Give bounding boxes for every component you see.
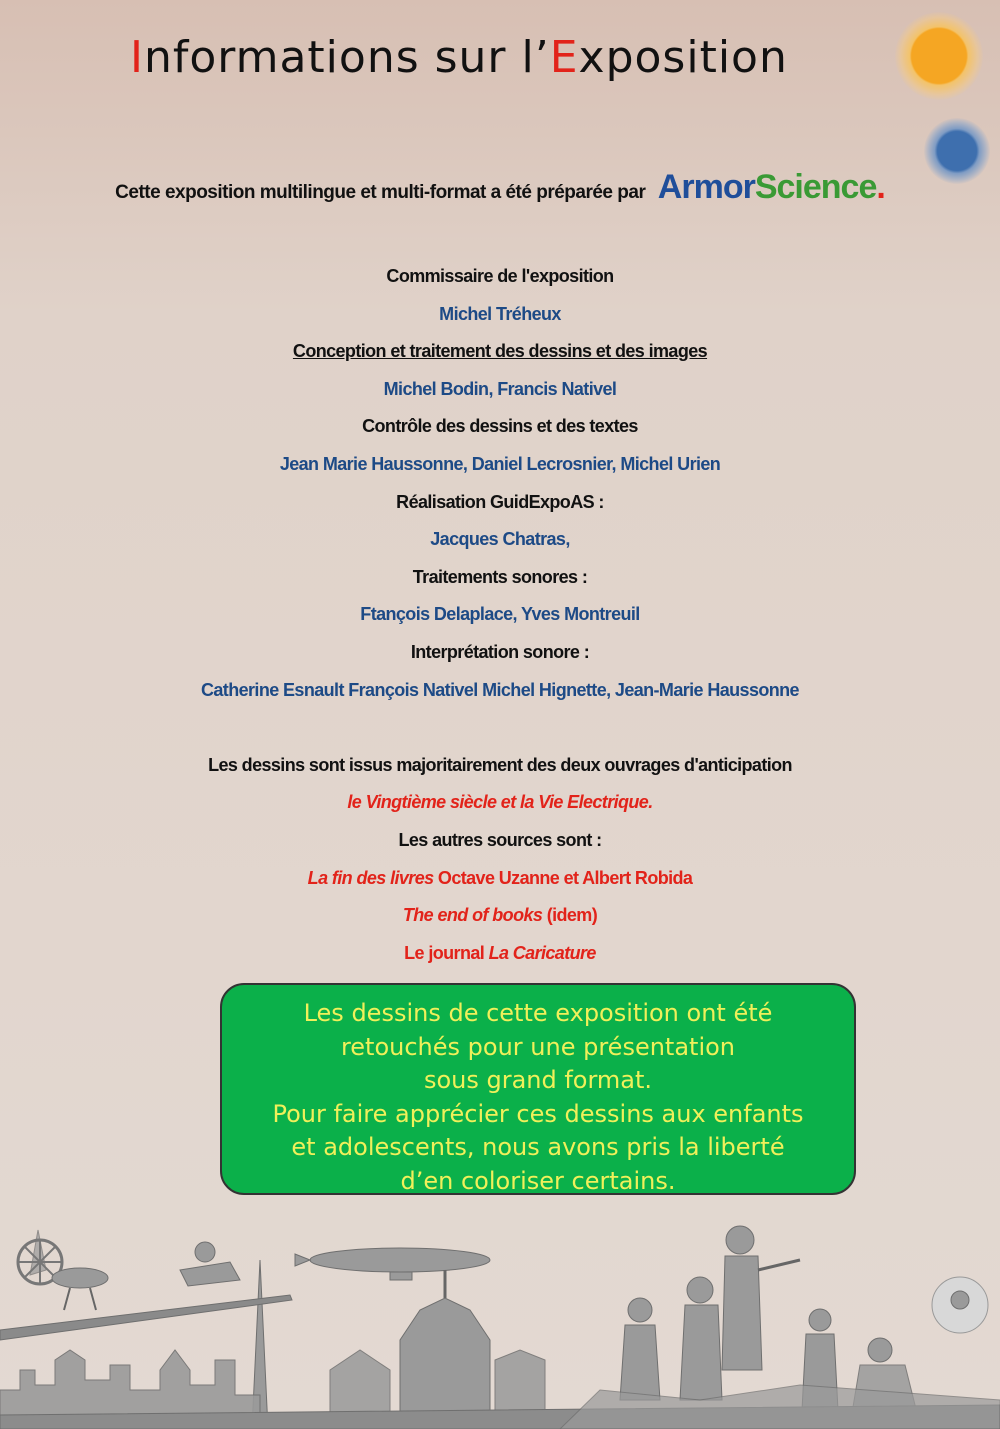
notice-line: et adolescents, nous avons pris la liberté [291, 1133, 785, 1161]
fin-des-livres-title: La fin des livres [307, 867, 434, 888]
controle-names: Jean Marie Haussonne, Daniel Lecrosnier, Michel Urien [279, 453, 721, 474]
spacer [0, 709, 1000, 747]
source-end-of-books [0, 897, 1000, 935]
notice-line: sous grand format. [423, 1066, 653, 1094]
retro-futuristic-illustration [0, 1200, 1000, 1429]
sources-intro: Les dessins sont issus majoritairement des deux ouvrages d'anticipation [208, 754, 792, 775]
interpretation-label: Interprétation sonore : [410, 641, 590, 662]
source-fin-des-livres [0, 860, 1000, 898]
controle-label: Contrôle des dessins et des textes [362, 416, 638, 437]
notice-line: retouchés pour une présentation [340, 1032, 736, 1061]
title-text-part2: xposition [578, 32, 788, 83]
page-title [130, 32, 788, 83]
main-works: le Vingtième siècle et la Vie Electrique. [347, 792, 653, 813]
fin-des-livres-authors: Octave Uzanne et Albert Robida [433, 867, 693, 888]
decorative-orange-dot [895, 12, 983, 100]
journal-prefix: Le journal [404, 942, 489, 963]
title-initial-i: I [130, 32, 144, 83]
end-of-books-note: (idem) [542, 905, 598, 926]
notice-line: Les dessins de cette exposition ont été [303, 999, 773, 1027]
brand-science: Science [754, 168, 877, 206]
conception-names: Michel Bodin, Francis Nativel [383, 378, 617, 399]
title-text-part1: nformations sur l’ [143, 32, 550, 83]
brand-dot: . [876, 168, 885, 206]
source-journal [0, 935, 1000, 973]
armorscience-logo [658, 168, 885, 206]
intro-line [0, 168, 1000, 207]
notice-line: d’en coloriser certains. [400, 1166, 676, 1195]
conception-label: Conception et traitement des dessins et des images [292, 341, 708, 362]
interpretation-names: Catherine Esnault François Nativel Michel Hignette, Jean-Marie Haussonne [201, 679, 799, 700]
realisation-label: Réalisation GuidExpoAS : [396, 491, 604, 512]
realisation-names: Jacques Chatras, [430, 529, 570, 550]
notice-line: Pour faire apprécier ces dessins aux enfants [272, 1099, 804, 1128]
notice-box [220, 983, 856, 1195]
credits-block [0, 258, 1000, 972]
commissaire-label: Commissaire de l'exposition [386, 266, 614, 286]
traitements-label: Traitements sonores : [412, 566, 588, 587]
intro-text: Cette exposition multilingue et multi-format a été préparée par [115, 182, 646, 203]
commissaire-name: Michel Tréheux [439, 303, 561, 324]
journal-title: La Caricature [488, 942, 596, 963]
end-of-books-title: The end of books [402, 905, 543, 926]
traitements-names: Ftançois Delaplace, Yves Montreuil [360, 604, 640, 625]
other-sources-label: Les autres sources sont : [398, 829, 602, 850]
brand-armor: Armor [657, 168, 755, 206]
title-initial-e: E [549, 32, 579, 83]
